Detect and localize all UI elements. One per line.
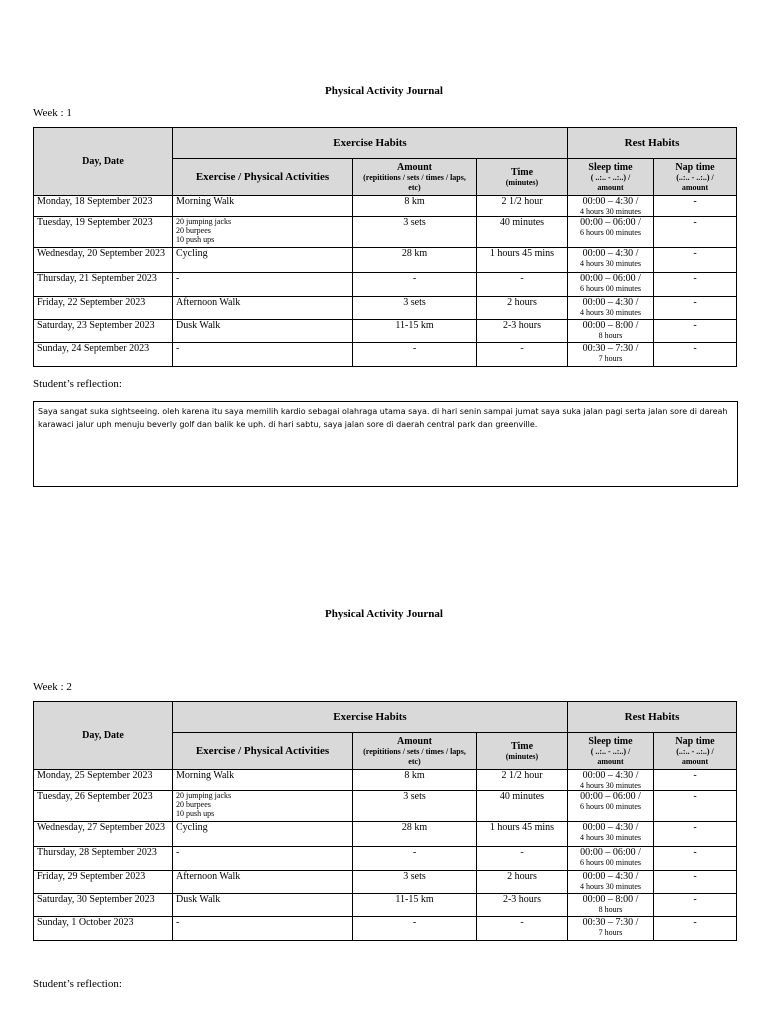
header-time <box>477 733 568 770</box>
time-cell: 1 hours 45 mins <box>477 248 568 273</box>
amount-cell: 11-15 km <box>353 320 477 343</box>
day-date-cell: Saturday, 30 September 2023 <box>34 894 173 917</box>
header-amount <box>353 733 477 770</box>
table-row <box>34 822 737 847</box>
table-row <box>34 791 737 822</box>
header-sleep-sub: ( ..:.. - ..:..) / <box>590 746 631 756</box>
table-row <box>34 343 737 367</box>
reflection-textbox[interactable]: Saya sangat suka sightseeing. oleh karena itu saya memilih kardio sebagai olahraga utama saya. di hari senin sampai jumat saya suka jalan pagi serta jalan sore di dareah karawaci jalur uph menuju beverly golf dan balik ke uph. di hari sabtu, saya jalan sore di daerah central park dan greenville. <box>33 401 738 487</box>
table-row <box>34 847 737 871</box>
nap-cell: - <box>654 847 737 871</box>
sleep-range: 00:30 – 7:30 / <box>582 343 639 354</box>
sleep-cell <box>568 871 654 894</box>
header-sleep <box>568 159 654 196</box>
sleep-cell <box>568 320 654 343</box>
sleep-range: 00:00 – 4:30 / <box>582 297 639 308</box>
header-sleep <box>568 733 654 770</box>
exercise-cell: Dusk Walk <box>173 320 353 343</box>
nap-cell: - <box>654 894 737 917</box>
table-row <box>34 894 737 917</box>
exercise-cell <box>173 791 353 822</box>
sleep-cell <box>568 917 654 941</box>
sleep-range: 00:00 – 4:30 / <box>582 248 639 259</box>
sleep-amount: 7 hours <box>598 354 623 363</box>
time-cell: - <box>477 273 568 297</box>
exercise-line: 20 jumping jacks <box>176 791 232 800</box>
header-day-date: Day, Date <box>34 702 173 770</box>
exercise-line: 10 push ups <box>176 809 215 818</box>
nap-cell: - <box>654 196 737 217</box>
sleep-cell <box>568 217 654 248</box>
time-cell: 2 hours <box>477 871 568 894</box>
day-date-cell: Wednesday, 27 September 2023 <box>34 822 173 847</box>
table-row <box>34 273 737 297</box>
time-cell: 2 1/2 hour <box>477 196 568 217</box>
exercise-line: 20 burpees <box>176 226 211 235</box>
time-cell: - <box>477 847 568 871</box>
header-time-label: Time <box>510 740 534 752</box>
sleep-amount: 4 hours 30 minutes <box>579 308 642 317</box>
exercise-cell: Afternoon Walk <box>173 871 353 894</box>
time-cell: - <box>477 917 568 941</box>
amount-cell: 28 km <box>353 248 477 273</box>
time-cell: 2-3 hours <box>477 894 568 917</box>
journal-title-week-2: Physical Activity Journal <box>325 608 443 620</box>
day-date-cell: Monday, 25 September 2023 <box>34 770 173 791</box>
header-nap-label: Nap time <box>675 161 715 173</box>
sleep-amount: 6 hours 00 minutes <box>579 858 642 867</box>
exercise-cell: Cycling <box>173 248 353 273</box>
time-cell: 2-3 hours <box>477 320 568 343</box>
header-nap <box>654 733 737 770</box>
sleep-amount: 4 hours 30 minutes <box>579 781 642 790</box>
sleep-amount: 6 hours 00 minutes <box>579 802 642 811</box>
table-row <box>34 917 737 941</box>
sleep-cell <box>568 791 654 822</box>
header-time <box>477 159 568 196</box>
header-rest-habits: Rest Habits <box>568 702 737 733</box>
sleep-cell <box>568 847 654 871</box>
header-rest-habits: Rest Habits <box>568 128 737 159</box>
nap-cell: - <box>654 770 737 791</box>
day-date-cell: Sunday, 1 October 2023 <box>34 917 173 941</box>
amount-cell: 3 sets <box>353 791 477 822</box>
header-sleep-sub2: amount <box>597 756 624 766</box>
nap-cell: - <box>654 273 737 297</box>
header-time-sub: (minutes) <box>505 751 539 761</box>
amount-cell: 3 sets <box>353 871 477 894</box>
header-sleep-label: Sleep time <box>588 161 633 173</box>
header-sleep-sub2: amount <box>597 182 624 192</box>
time-cell: 40 minutes <box>477 217 568 248</box>
sleep-amount: 8 hours <box>598 331 623 340</box>
nap-cell: - <box>654 297 737 320</box>
header-amount-sub: (repititions / sets / times / laps, etc) <box>363 172 466 192</box>
exercise-cell: Cycling <box>173 822 353 847</box>
sleep-cell <box>568 894 654 917</box>
header-amount-label: Amount <box>396 161 432 173</box>
week-label-2: Week : 2 <box>33 681 72 693</box>
amount-cell: - <box>353 847 477 871</box>
exercise-cell: - <box>173 273 353 297</box>
nap-cell: - <box>654 248 737 273</box>
amount-cell: - <box>353 273 477 297</box>
day-date-cell: Monday, 18 September 2023 <box>34 196 173 217</box>
day-date-cell: Wednesday, 20 September 2023 <box>34 248 173 273</box>
week-label-1: Week : 1 <box>33 107 72 119</box>
time-cell: 2 1/2 hour <box>477 770 568 791</box>
exercise-cell: Dusk Walk <box>173 894 353 917</box>
table-row <box>34 770 737 791</box>
table-row <box>34 196 737 217</box>
exercise-line: 10 push ups <box>176 235 215 244</box>
reflection-label-1: Student’s reflection: <box>33 378 122 390</box>
header-nap-sub: (..:.. - ..:..) / <box>676 172 714 182</box>
header-amount-sub: (repititions / sets / times / laps, etc) <box>363 746 466 766</box>
time-cell: 1 hours 45 mins <box>477 822 568 847</box>
sleep-cell <box>568 196 654 217</box>
amount-cell: - <box>353 343 477 367</box>
exercise-cell <box>173 217 353 248</box>
header-nap-label: Nap time <box>675 735 715 747</box>
amount-cell: - <box>353 917 477 941</box>
header-exercise: Exercise / Physical Activities <box>173 733 353 770</box>
sleep-amount: 4 hours 30 minutes <box>579 207 642 216</box>
sleep-amount: 4 hours 30 minutes <box>579 833 642 842</box>
sleep-amount: 8 hours <box>598 905 623 914</box>
nap-cell: - <box>654 822 737 847</box>
activity-table-week-2 <box>33 701 737 941</box>
day-date-cell: Thursday, 28 September 2023 <box>34 847 173 871</box>
sleep-amount: 6 hours 00 minutes <box>579 228 642 237</box>
table-row <box>34 217 737 248</box>
exercise-line: 20 burpees <box>176 800 211 809</box>
sleep-cell <box>568 822 654 847</box>
sleep-cell <box>568 248 654 273</box>
day-date-cell: Friday, 29 September 2023 <box>34 871 173 894</box>
exercise-cell: - <box>173 343 353 367</box>
day-date-cell: Tuesday, 19 September 2023 <box>34 217 173 248</box>
header-nap <box>654 159 737 196</box>
nap-cell: - <box>654 343 737 367</box>
exercise-cell: - <box>173 917 353 941</box>
table-row <box>34 297 737 320</box>
amount-cell: 8 km <box>353 770 477 791</box>
header-exercise-habits: Exercise Habits <box>173 702 568 733</box>
nap-cell: - <box>654 871 737 894</box>
nap-cell: - <box>654 320 737 343</box>
header-time-label: Time <box>510 166 534 178</box>
day-date-cell: Thursday, 21 September 2023 <box>34 273 173 297</box>
activity-table-week-1 <box>33 127 737 367</box>
time-cell: - <box>477 343 568 367</box>
sleep-range: 00:30 – 7:30 / <box>582 917 639 928</box>
sleep-range: 00:00 – 4:30 / <box>582 196 639 207</box>
day-date-cell: Sunday, 24 September 2023 <box>34 343 173 367</box>
sleep-amount: 4 hours 30 minutes <box>579 259 642 268</box>
header-sleep-label: Sleep time <box>588 735 633 747</box>
day-date-cell: Saturday, 23 September 2023 <box>34 320 173 343</box>
sleep-range: 00:00 – 06:00 / <box>580 791 641 802</box>
sleep-range: 00:00 – 8:00 / <box>582 320 639 331</box>
nap-cell: - <box>654 791 737 822</box>
sleep-range: 00:00 – 06:00 / <box>580 273 641 284</box>
amount-cell: 3 sets <box>353 217 477 248</box>
time-cell: 40 minutes <box>477 791 568 822</box>
sleep-range: 00:00 – 06:00 / <box>580 217 641 228</box>
nap-cell: - <box>654 217 737 248</box>
day-date-cell: Friday, 22 September 2023 <box>34 297 173 320</box>
header-amount-label: Amount <box>396 735 432 747</box>
header-exercise: Exercise / Physical Activities <box>173 159 353 196</box>
header-nap-sub2: amount <box>681 182 709 192</box>
sleep-cell <box>568 343 654 367</box>
header-nap-sub2: amount <box>681 756 709 766</box>
amount-cell: 8 km <box>353 196 477 217</box>
sleep-range: 00:00 – 4:30 / <box>582 822 639 833</box>
exercise-cell: Morning Walk <box>173 196 353 217</box>
nap-cell: - <box>654 917 737 941</box>
day-date-cell: Tuesday, 26 September 2023 <box>34 791 173 822</box>
header-time-sub: (minutes) <box>505 177 539 187</box>
sleep-range: 00:00 – 4:30 / <box>582 871 639 882</box>
header-day-date: Day, Date <box>34 128 173 196</box>
table-row <box>34 320 737 343</box>
sleep-range: 00:00 – 4:30 / <box>582 770 639 781</box>
sleep-amount: 6 hours 00 minutes <box>579 284 642 293</box>
reflection-label-2: Student’s reflection: <box>33 978 122 990</box>
time-cell: 2 hours <box>477 297 568 320</box>
amount-cell: 3 sets <box>353 297 477 320</box>
sleep-range: 00:00 – 8:00 / <box>582 894 639 905</box>
header-amount <box>353 159 477 196</box>
exercise-line: 20 jumping jacks <box>176 217 232 226</box>
exercise-cell: - <box>173 847 353 871</box>
sleep-cell <box>568 770 654 791</box>
journal-title-week-1: Physical Activity Journal <box>325 85 443 97</box>
amount-cell: 11-15 km <box>353 894 477 917</box>
table-row <box>34 871 737 894</box>
exercise-cell: Afternoon Walk <box>173 297 353 320</box>
header-nap-sub: (..:.. - ..:..) / <box>676 746 714 756</box>
header-exercise-habits: Exercise Habits <box>173 128 568 159</box>
sleep-amount: 7 hours <box>598 928 623 937</box>
exercise-cell: Morning Walk <box>173 770 353 791</box>
sleep-cell <box>568 273 654 297</box>
sleep-amount: 4 hours 30 minutes <box>579 882 642 891</box>
amount-cell: 28 km <box>353 822 477 847</box>
header-sleep-sub: ( ..:.. - ..:..) / <box>590 172 631 182</box>
table-row <box>34 248 737 273</box>
sleep-range: 00:00 – 06:00 / <box>580 847 641 858</box>
sleep-cell <box>568 297 654 320</box>
